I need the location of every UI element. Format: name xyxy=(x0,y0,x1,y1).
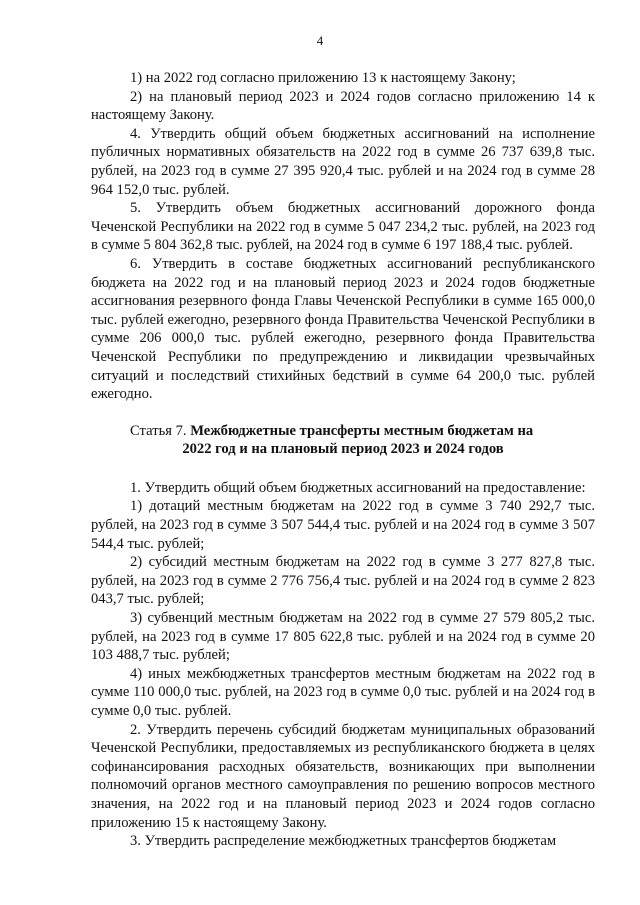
article-heading xyxy=(91,422,595,459)
paragraph-7-3: 3. Утвердить распределение межбюджетных трансфертов бюджетам xyxy=(130,833,557,850)
paragraph-7-1: 1. Утвердить общий объем бюджетных ассигнований на предоставление: xyxy=(130,479,586,496)
paragraph-7-1-1: 1) дотаций местным бюджетам на 2022 год в сумме 3 740 292,7 тыс. рублей, на 2023 год в сумме 3 507 544,4 тыс. рублей и на 2024 год в сумме 3 507 544,4 тыс. рублей; xyxy=(91,498,595,552)
paragraph-item-2: 2) на плановый период 2023 и 2024 годов согласно приложению 14 к настоящему Закону. xyxy=(91,88,595,124)
article-title-line2: 2022 год и на плановый период 2023 и 2024 годов xyxy=(182,441,504,458)
document-body xyxy=(91,69,595,851)
article-title-line1: Межбюджетные трансферты местным бюджетам на xyxy=(190,422,534,439)
paragraph-item-1: 1) на 2022 год согласно приложению 13 к настоящему Закону; xyxy=(130,70,516,86)
paragraph-7-2: 2. Утвердить перечень субсидий бюджетам муниципальных образований Чеченской Республики, предоставляемых из республиканского бюджета в целях софинансирования расходных обязательств, возникающих при выполнении полномочий органов местного самоуправления по решению вопросов местного значения, на 2022 год и на плановый период 2023 и 2024 годов согласно приложению 15 к настоящему Закону. xyxy=(91,721,595,831)
paragraph-7-1-2: 2) субсидий местным бюджетам на 2022 год в сумме 3 277 827,8 тыс. рублей, на 2023 год в сумме 2 776 756,4 тыс. рублей и на 2024 год в сумме 2 823 043,7 тыс. рублей; xyxy=(91,554,595,608)
page-number: 4 xyxy=(316,33,324,48)
paragraph-6: 6. Утвердить в составе бюджетных ассигнований республиканского бюджета на 2022 год и на плановый период 2023 и 2024 годов бюджетные ассигнования резервного фонда Главы Чеченской Республики в сумме 165 000,0 тыс. рублей ежегодно, резервного фонда Правительства Чеченской Республики в сумме 206 000,0 тыс. рублей ежегодно, резервного фонда Правительства Чеченской Республики по предупреждению и ликвидации чрезвычайных ситуаций и последствий стихийных бедствий в сумме 64 200,0 тыс. рублей ежегодно. xyxy=(91,255,595,403)
paragraph-4: 4. Утвердить общий объем бюджетных ассигнований на исполнение публичных нормативных обязательств на 2022 год в сумме 26 737 639,8 тыс. рублей, на 2023 год в сумме 27 395 920,4 тыс. рублей и на 2024 год в сумме 28 964 152,0 тыс. рублей. xyxy=(91,125,595,198)
paragraph-7-1-3: 3) субвенций местным бюджетам на 2022 год в сумме 27 579 805,2 тыс. рублей, на 2023 год в сумме 17 805 622,8 тыс. рублей и на 2024 год в сумме 20 103 488,7 тыс. рублей; xyxy=(91,610,595,664)
paragraph-5: 5. Утвердить объем бюджетных ассигнований дорожного фонда Чеченской Республики на 2022 год в сумме 5 047 234,2 тыс. рублей, на 2023 год в сумме 5 804 362,8 тыс. рублей, на 2024 год в сумме 6 197 188,4 тыс. рублей. xyxy=(91,200,595,254)
article-label: Статья 7. xyxy=(130,422,187,439)
paragraph-7-1-4: 4) иных межбюджетных трансфертов местным бюджетам на 2022 год в сумме 110 000,0 тыс. рублей, на 2023 год в сумме 0,0 тыс. рублей и на 2024 год в сумме 0,0 тыс. рублей. xyxy=(91,665,595,719)
